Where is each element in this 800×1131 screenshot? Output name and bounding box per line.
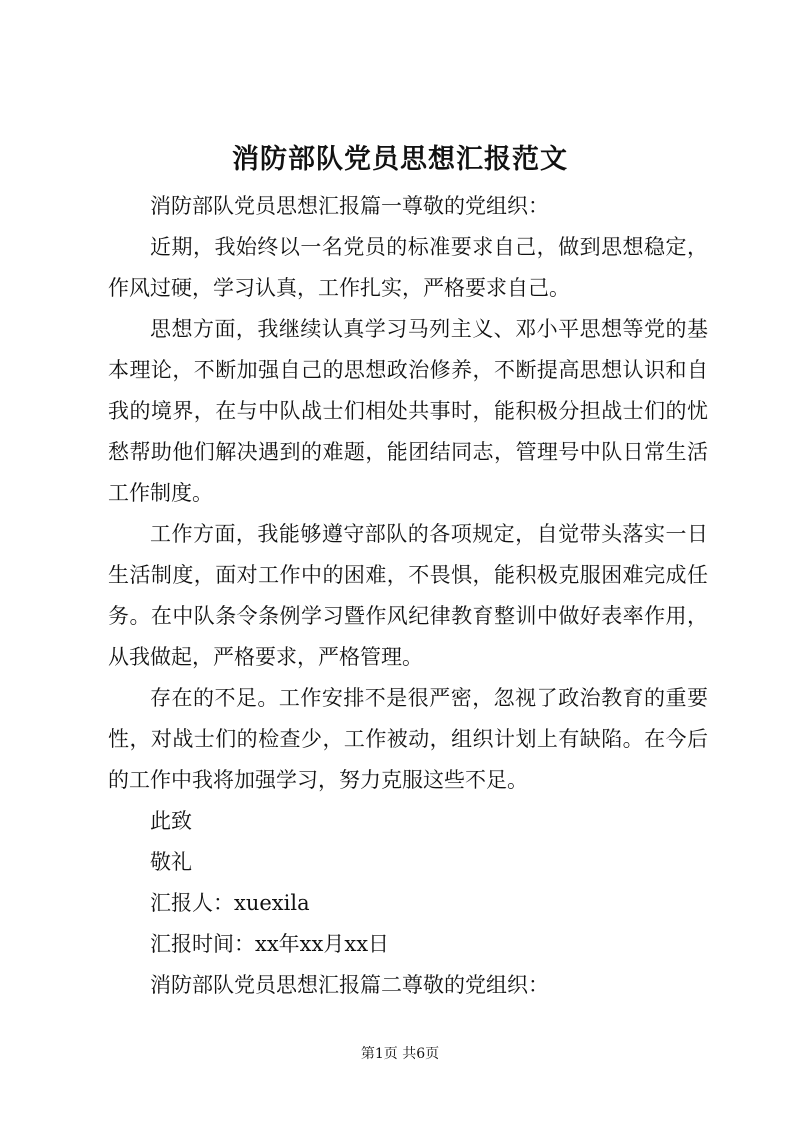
- paragraph-greeting: 消防部队党员思想汇报篇一尊敬的党组织：: [150, 194, 549, 218]
- document-body: [108, 186, 708, 1006]
- paragraph-reporter: 汇报人：xuexila: [150, 891, 310, 915]
- paragraph-closing: 此致: [150, 809, 192, 833]
- paragraph-work: 工作方面，我能够遵守部队的各项规定，自觉带头落实一日生活制度，面对工作中的困难，不畏惧，能积极克服困难完成任务。在中队条令条例学习暨作风纪律教育整训中做好表率作用，从我做起，严格要求，严格管理。: [108, 522, 708, 669]
- paragraph-intro: 近期，我始终以一名党员的标准要求自己，做到思想稳定，作风过硬，学习认真，工作扎实，严格要求自己。: [108, 235, 708, 300]
- page-number-footer: 第1页 共6页: [360, 1046, 440, 1062]
- paragraph-second-greeting: 消防部队党员思想汇报篇二尊敬的党组织：: [150, 973, 549, 997]
- paragraph-thought: 思想方面，我继续认真学习马列主义、邓小平思想等党的基本理论，不断加强自己的思想政治修养，不断提高思想认识和自我的境界，在与中队战士们相处共事时，能积极分担战士们的忧愁帮助他们解决遇到的难题，能团结同志，管理号中队日常生活工作制度。: [108, 317, 708, 505]
- paragraph-report-date: 汇报时间：xx年xx月xx日: [150, 932, 390, 956]
- document-title: 消防部队党员思想汇报范文: [232, 144, 568, 175]
- paragraph-salute: 敬礼: [150, 850, 192, 874]
- paragraph-shortcomings: 存在的不足。工作安排不是很严密，忽视了政治教育的重要性，对战士们的检查少，工作被动，组织计划上有缺陷。在今后的工作中我将加强学习，努力克服这些不足。: [108, 686, 708, 792]
